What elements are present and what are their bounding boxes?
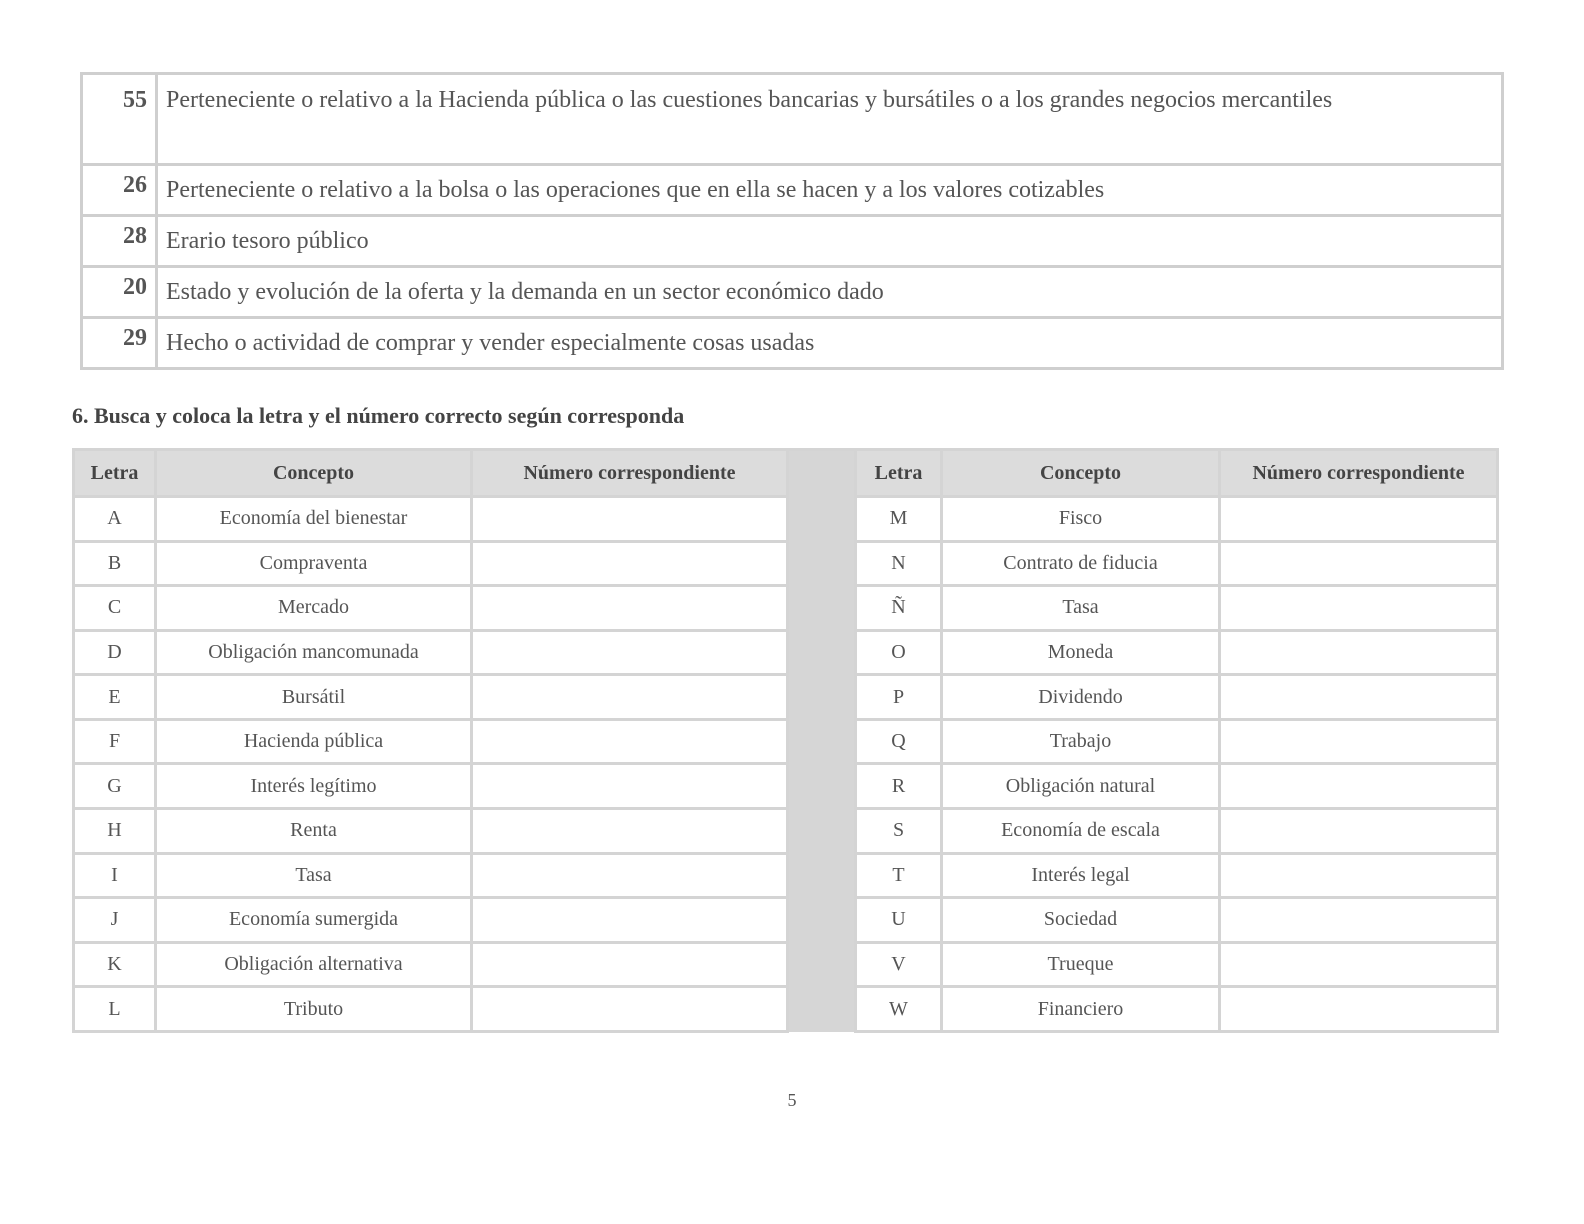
concept-cell: Bursátil <box>156 675 472 720</box>
page-number: 5 <box>787 1090 797 1110</box>
letter-cell: P <box>856 675 942 720</box>
answer-cell[interactable] <box>472 497 788 542</box>
table-spacer <box>788 586 856 631</box>
answer-cell[interactable] <box>1220 719 1498 764</box>
concept-cell: Moneda <box>942 630 1220 675</box>
table-spacer <box>788 497 856 542</box>
letter-cell: N <box>856 541 942 586</box>
concept-cell: Tasa <box>942 586 1220 631</box>
answer-cell[interactable] <box>1220 630 1498 675</box>
definition-number: 26 <box>82 165 157 216</box>
letter-cell: K <box>74 942 156 987</box>
letter-cell: V <box>856 942 942 987</box>
letter-cell: L <box>74 987 156 1032</box>
answer-cell[interactable] <box>472 675 788 720</box>
concept-cell: Renta <box>156 809 472 854</box>
answer-cell[interactable] <box>1220 541 1498 586</box>
letter-cell: R <box>856 764 942 809</box>
concept-cell: Compraventa <box>156 541 472 586</box>
answer-cell[interactable] <box>1220 675 1498 720</box>
table-row <box>74 630 1498 675</box>
answer-cell[interactable] <box>1220 898 1498 943</box>
definition-text: Erario tesoro público <box>157 216 1503 267</box>
table-row <box>74 809 1498 854</box>
definition-number: 55 <box>82 74 157 165</box>
concept-cell: Obligación natural <box>942 764 1220 809</box>
letter-cell: T <box>856 853 942 898</box>
answer-cell[interactable] <box>472 898 788 943</box>
concept-cell: Economía del bienestar <box>156 497 472 542</box>
answer-cell[interactable] <box>1220 764 1498 809</box>
letter-cell: G <box>74 764 156 809</box>
header-letter: Letra <box>856 450 942 497</box>
definition-row <box>82 74 1503 165</box>
letter-cell: F <box>74 719 156 764</box>
definition-number: 20 <box>82 267 157 318</box>
concept-cell: Tributo <box>156 987 472 1032</box>
concept-cell: Economía de escala <box>942 809 1220 854</box>
table-row <box>74 764 1498 809</box>
table-row <box>74 853 1498 898</box>
concept-cell: Obligación alternativa <box>156 942 472 987</box>
concept-cell: Economía sumergida <box>156 898 472 943</box>
table-row <box>74 541 1498 586</box>
letter-cell: O <box>856 630 942 675</box>
definition-text: Estado y evolución de la oferta y la demanda en un sector económico dado <box>157 267 1503 318</box>
header-letter: Letra <box>74 450 156 497</box>
table-spacer <box>788 987 856 1032</box>
letter-cell: B <box>74 541 156 586</box>
definition-number: 29 <box>82 318 157 369</box>
letter-cell: D <box>74 630 156 675</box>
concept-cell: Dividendo <box>942 675 1220 720</box>
concept-cell: Interés legítimo <box>156 764 472 809</box>
concept-cell: Financiero <box>942 987 1220 1032</box>
concept-cell: Mercado <box>156 586 472 631</box>
table-row <box>74 586 1498 631</box>
section-title: 6. Busca y coloca la letra y el número correcto según corresponda <box>72 403 685 428</box>
table-spacer <box>788 898 856 943</box>
answer-cell[interactable] <box>1220 497 1498 542</box>
answer-cell[interactable] <box>472 853 788 898</box>
answer-cell[interactable] <box>472 764 788 809</box>
letter-cell: W <box>856 987 942 1032</box>
header-number: Número correspondiente <box>1220 450 1498 497</box>
concept-cell: Trabajo <box>942 719 1220 764</box>
answer-cell[interactable] <box>1220 809 1498 854</box>
letter-cell: E <box>74 675 156 720</box>
answer-cell[interactable] <box>472 942 788 987</box>
concept-cell: Sociedad <box>942 898 1220 943</box>
header-number: Número correspondiente <box>472 450 788 497</box>
answer-cell[interactable] <box>472 719 788 764</box>
table-spacer <box>788 719 856 764</box>
table-row <box>74 719 1498 764</box>
concept-cell: Obligación mancomunada <box>156 630 472 675</box>
letter-cell: J <box>74 898 156 943</box>
table-spacer <box>788 541 856 586</box>
letter-cell: C <box>74 586 156 631</box>
table-spacer <box>788 450 856 497</box>
letter-cell: H <box>74 809 156 854</box>
table-row <box>74 898 1498 943</box>
definition-row <box>82 165 1503 216</box>
header-concept: Concepto <box>156 450 472 497</box>
definition-row <box>82 318 1503 369</box>
matching-table <box>72 448 1499 1033</box>
table-row <box>74 497 1498 542</box>
table-spacer <box>788 630 856 675</box>
definition-text: Hecho o actividad de comprar y vender especialmente cosas usadas <box>157 318 1503 369</box>
table-row <box>74 942 1498 987</box>
concept-cell: Hacienda pública <box>156 719 472 764</box>
table-spacer <box>788 675 856 720</box>
answer-cell[interactable] <box>1220 586 1498 631</box>
letter-cell: I <box>74 853 156 898</box>
letter-cell: S <box>856 809 942 854</box>
table-spacer <box>788 764 856 809</box>
table-spacer <box>788 942 856 987</box>
table-spacer <box>788 809 856 854</box>
concept-cell: Tasa <box>156 853 472 898</box>
letter-cell: Q <box>856 719 942 764</box>
definition-row <box>82 267 1503 318</box>
answer-cell[interactable] <box>472 541 788 586</box>
letter-cell: M <box>856 497 942 542</box>
definition-text: Perteneciente o relativo a la Hacienda pública o las cuestiones bancarias y bursátiles o a los grandes negocios mercantiles <box>157 74 1503 165</box>
letter-cell: A <box>74 497 156 542</box>
answer-cell[interactable] <box>472 630 788 675</box>
header-concept: Concepto <box>942 450 1220 497</box>
table-row <box>74 675 1498 720</box>
answer-cell[interactable] <box>1220 853 1498 898</box>
table-row <box>74 987 1498 1032</box>
answer-cell[interactable] <box>472 586 788 631</box>
concept-cell: Interés legal <box>942 853 1220 898</box>
answer-cell[interactable] <box>1220 987 1498 1032</box>
concept-cell: Trueque <box>942 942 1220 987</box>
concept-cell: Contrato de fiducia <box>942 541 1220 586</box>
letter-cell: U <box>856 898 942 943</box>
answer-cell[interactable] <box>1220 942 1498 987</box>
definition-text: Perteneciente o relativo a la bolsa o las operaciones que en ella se hacen y a los valores cotizables <box>157 165 1503 216</box>
matching-header-row <box>74 450 1498 497</box>
definition-row <box>82 216 1503 267</box>
matching-table-body <box>74 497 1498 1032</box>
answer-cell[interactable] <box>472 987 788 1032</box>
concept-cell: Fisco <box>942 497 1220 542</box>
answer-cell[interactable] <box>472 809 788 854</box>
definitions-table <box>80 72 1504 370</box>
definition-number: 28 <box>82 216 157 267</box>
letter-cell: Ñ <box>856 586 942 631</box>
table-spacer <box>788 853 856 898</box>
